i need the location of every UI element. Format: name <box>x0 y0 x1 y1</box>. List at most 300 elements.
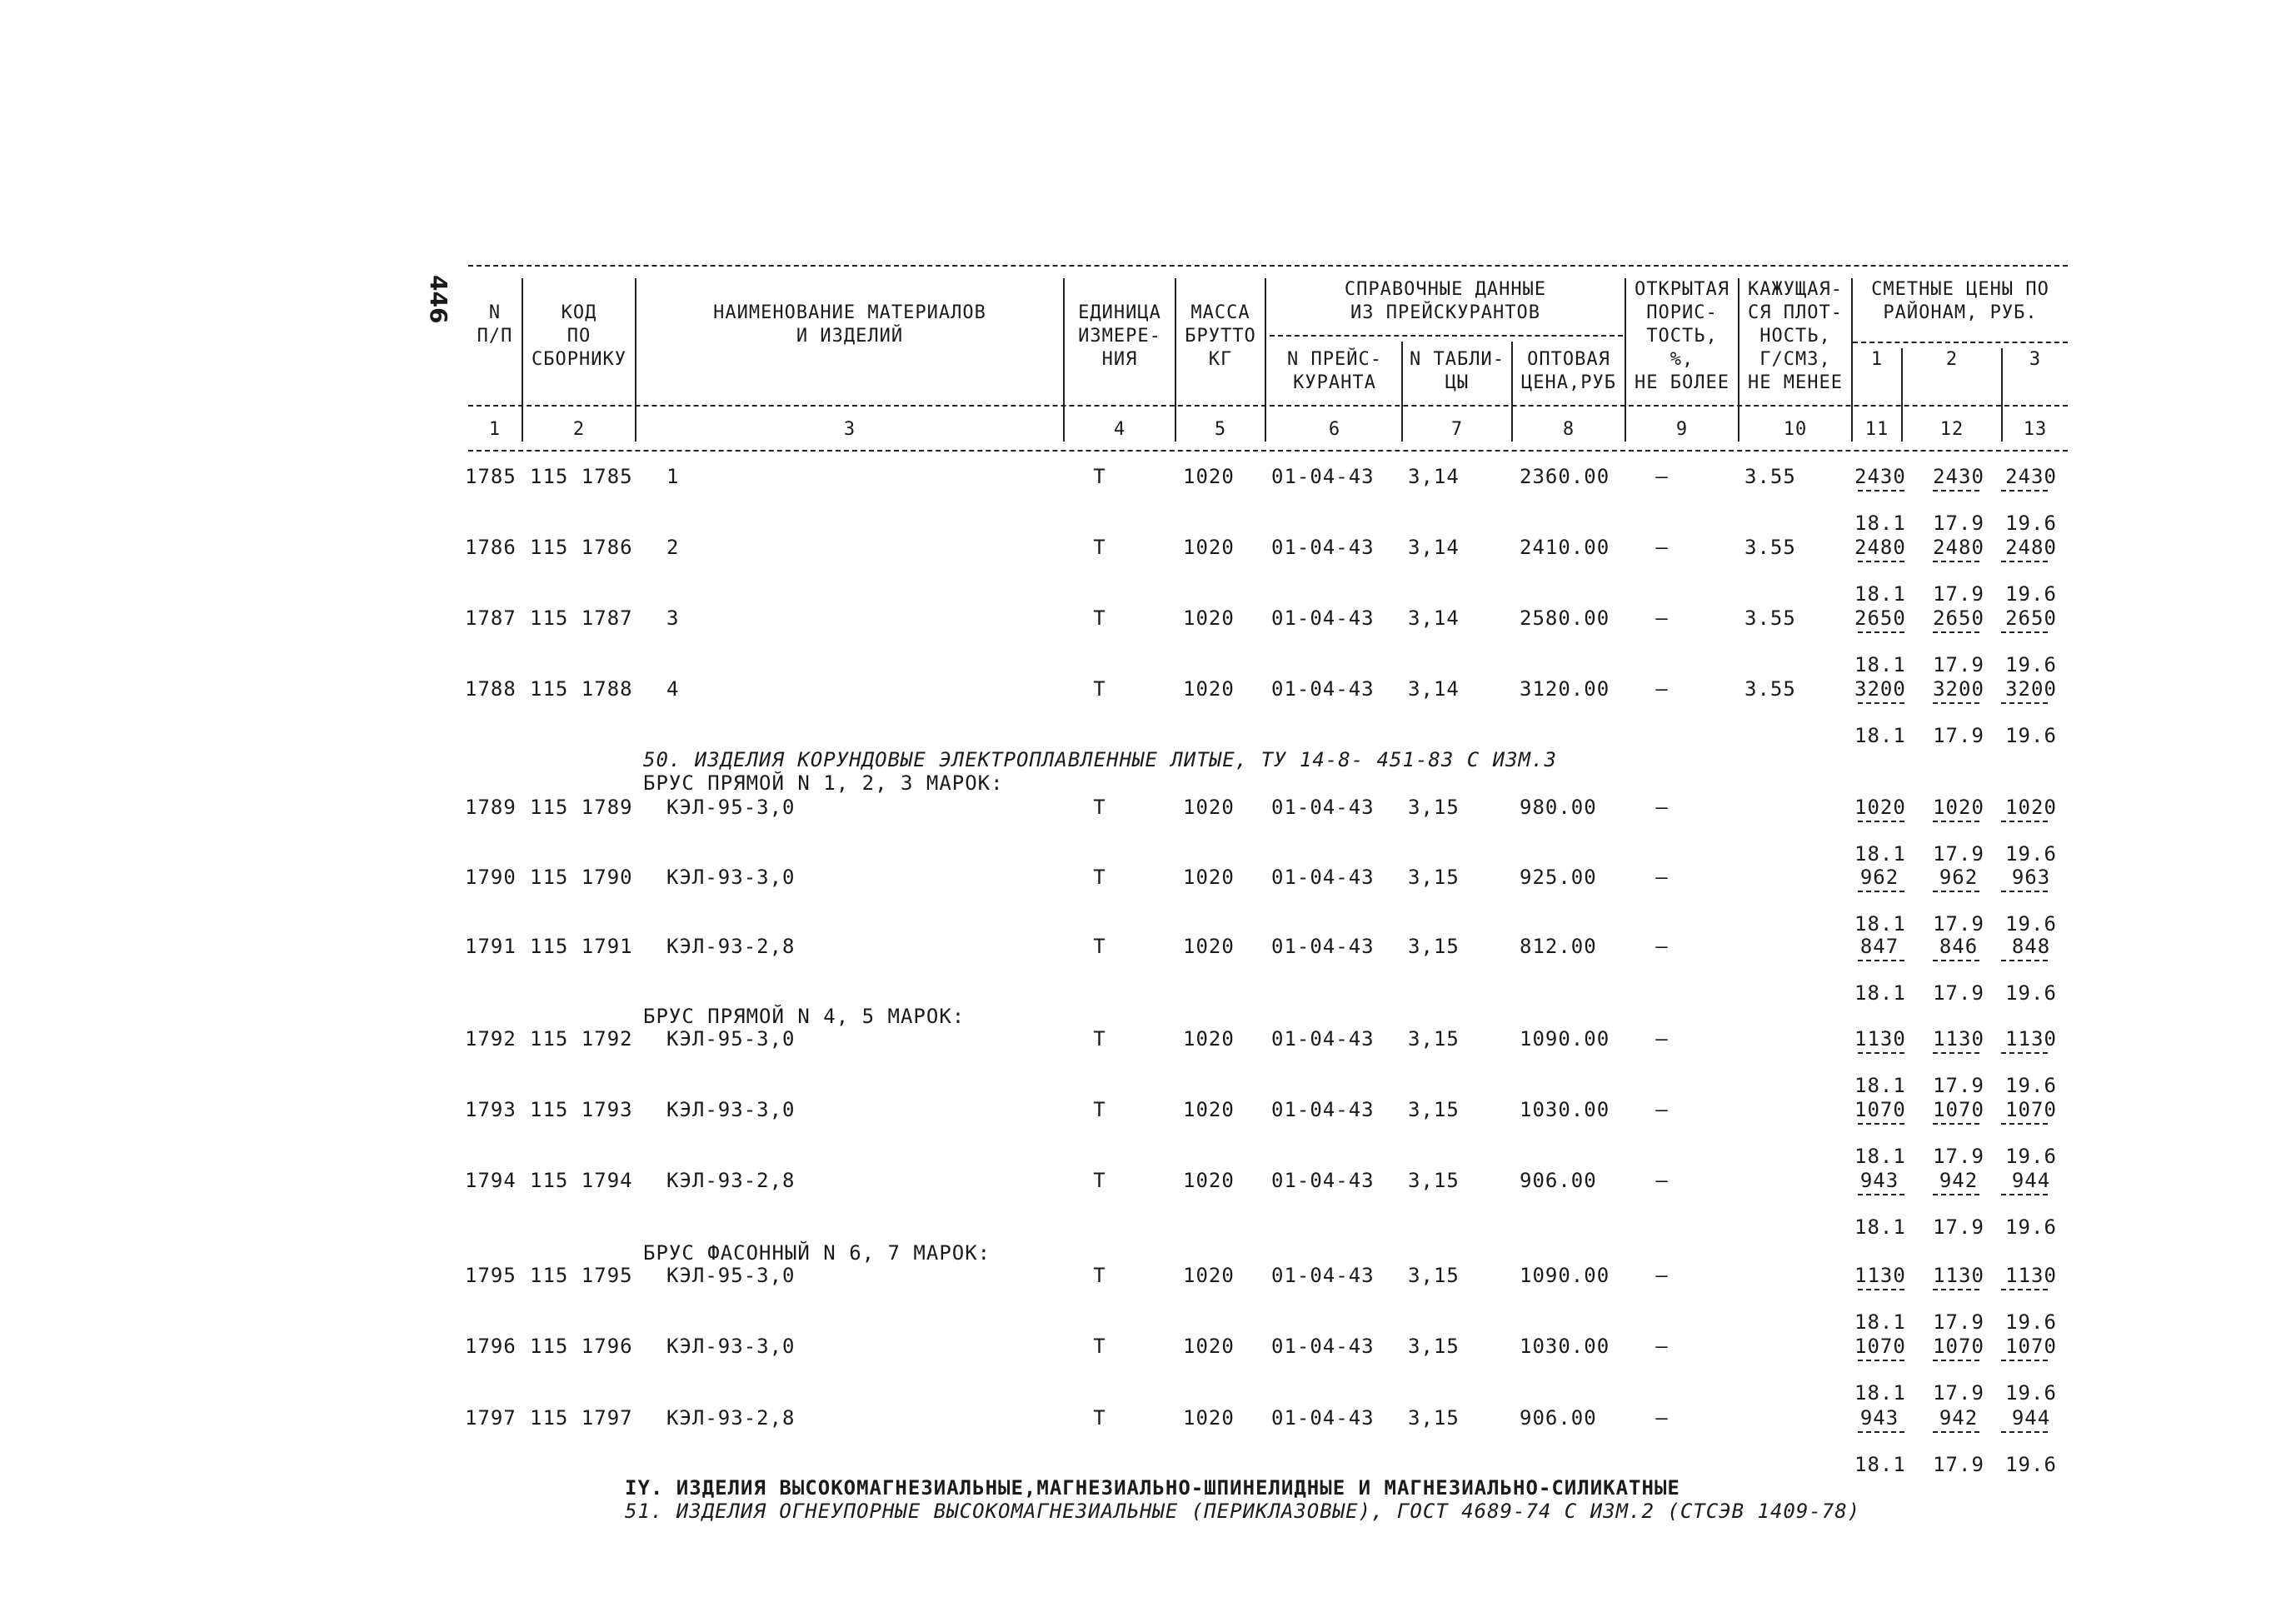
hdr-unit-1: ЕДИНИЦА <box>1078 302 1161 323</box>
cell-price-region-1: 847 <box>1859 935 1899 958</box>
fraction-line <box>2001 1289 2048 1290</box>
cell-name: 1 <box>666 465 680 488</box>
fraction-line <box>1933 891 1979 892</box>
cell-coef-region-3: 19.6 <box>2005 1381 2057 1405</box>
cell-mass: 1020 <box>1183 935 1235 958</box>
fraction-line <box>1933 702 1979 704</box>
fraction-line <box>2001 1123 2048 1125</box>
cell-code: 115 1794 <box>530 1169 633 1192</box>
fraction-line <box>2001 1360 2048 1361</box>
price-group-rule <box>1853 342 2068 343</box>
cell-price-region-3: 1130 <box>2005 1264 2057 1287</box>
cell-mass: 1020 <box>1183 465 1235 488</box>
fraction-line <box>2001 702 2048 704</box>
hdr-por-1: ОТКРЫТАЯ <box>1635 279 1729 300</box>
fraction-line <box>1933 631 1979 633</box>
cell-coef-region-2: 17.9 <box>1933 842 1984 866</box>
cell-unit: Т <box>1093 465 1106 488</box>
cell-price-region-1: 1130 <box>1854 1027 1906 1051</box>
fraction-line <box>2001 891 2048 892</box>
fraction-line <box>1858 821 1904 822</box>
fraction-line <box>1858 1123 1904 1125</box>
cell-price-region-2: 942 <box>1939 1406 1979 1430</box>
cell-number: 1795 <box>465 1264 517 1287</box>
cell-mass: 1020 <box>1183 1335 1235 1358</box>
cell-pricelist: 01-04-43 <box>1271 1027 1375 1051</box>
cell-coef-region-2: 17.9 <box>1933 1074 1984 1097</box>
cell-pricelist: 01-04-43 <box>1271 935 1375 958</box>
col-number: 10 <box>1783 419 1808 440</box>
col-number: 3 <box>843 419 856 440</box>
cell-coef-region-2: 17.9 <box>1933 1215 1984 1239</box>
hdr-por-5: НЕ БОЛЕЕ <box>1635 372 1729 393</box>
cell-pricelist: 01-04-43 <box>1271 465 1375 488</box>
col-number: 9 <box>1675 419 1689 440</box>
cell-price-region-3: 2650 <box>2005 606 2057 630</box>
col-number: 6 <box>1328 419 1341 440</box>
cell-price-region-1: 1070 <box>1854 1098 1906 1121</box>
hdr-price-1: ОПТОВАЯ <box>1527 349 1610 370</box>
cell-pricelist: 01-04-43 <box>1271 1406 1375 1430</box>
col-number: 4 <box>1113 419 1126 440</box>
cell-coef-region-3: 19.6 <box>2005 1215 2057 1239</box>
cell-unit: Т <box>1093 796 1106 819</box>
cell-porosity: – <box>1655 935 1669 958</box>
cell-table: 3,14 <box>1408 606 1460 630</box>
cell-coef-region-1: 18.1 <box>1854 582 1906 606</box>
fraction-line <box>1933 1289 1979 1290</box>
hdr-mass-3: КГ <box>1208 349 1233 370</box>
hdr-name-2: И ИЗДЕЛИЙ <box>796 326 904 347</box>
cell-price-region-1: 962 <box>1859 866 1899 889</box>
cell-mass: 1020 <box>1183 866 1235 889</box>
cell-coef-region-1: 18.1 <box>1854 842 1906 866</box>
cell-table: 3,15 <box>1408 1098 1460 1121</box>
col-number: 12 <box>1939 419 1964 440</box>
cell-table: 3,15 <box>1408 1406 1460 1430</box>
fraction-line <box>1933 821 1979 822</box>
cell-number: 1793 <box>465 1098 517 1121</box>
cell-mass: 1020 <box>1183 1027 1235 1051</box>
col-number: 7 <box>1450 419 1464 440</box>
hdr-mass-2: БРУТТО <box>1185 326 1256 347</box>
cell-code: 115 1785 <box>530 465 633 488</box>
cell-code: 115 1788 <box>530 677 633 701</box>
cell-porosity: – <box>1655 1098 1669 1121</box>
cell-price-region-3: 2480 <box>2005 536 2057 559</box>
cell-code: 115 1787 <box>530 606 633 630</box>
cell-pricelist: 01-04-43 <box>1271 1264 1375 1287</box>
cell-wholesale-price: 925.00 <box>1520 866 1597 889</box>
fraction-line <box>1933 1194 1979 1195</box>
hdr-price-2: ЦЕНА,РУБ <box>1521 372 1616 393</box>
cell-wholesale-price: 2580.00 <box>1520 606 1610 630</box>
fraction-line <box>1933 561 1979 562</box>
section-heading-51: 51. ИЗДЕЛИЯ ОГНЕУПОРНЫЕ ВЫСОКОМАГНЕЗИАЛЬНЫЕ (ПЕРИКЛАЗОВЫЕ), ГОСТ 4689-74 С ИЗМ.2 (СТСЭВ 1409-78) <box>625 1500 1861 1523</box>
cell-porosity: – <box>1655 866 1669 889</box>
cell-table: 3,14 <box>1408 536 1460 559</box>
cell-mass: 1020 <box>1183 1098 1235 1121</box>
cell-wholesale-price: 2410.00 <box>1520 536 1610 559</box>
cell-coef-region-1: 18.1 <box>1854 1381 1906 1405</box>
cell-price-region-2: 3200 <box>1933 677 1984 701</box>
hdr-code-1: КОД <box>561 302 597 323</box>
fraction-line <box>2001 561 2048 562</box>
cell-table: 3,15 <box>1408 1169 1460 1192</box>
cell-coef-region-2: 17.9 <box>1933 512 1984 535</box>
cell-porosity: – <box>1655 1027 1669 1051</box>
cell-mass: 1020 <box>1183 536 1235 559</box>
cell-price-region-1: 2430 <box>1854 465 1906 488</box>
subsection-heading: БРУС ПРЯМОЙ N 4, 5 МАРОК: <box>643 1005 966 1028</box>
cell-unit: Т <box>1093 1169 1106 1192</box>
cell-name: 3 <box>666 606 680 630</box>
cell-number: 1796 <box>465 1335 517 1358</box>
cell-wholesale-price: 980.00 <box>1520 796 1597 819</box>
cell-price-region-3: 944 <box>2011 1406 2051 1430</box>
cell-price-region-2: 962 <box>1939 866 1979 889</box>
cell-price-region-2: 846 <box>1939 935 1979 958</box>
fraction-line <box>1933 1123 1979 1125</box>
fraction-line <box>1933 1052 1979 1054</box>
cell-price-region-1: 1020 <box>1854 796 1906 819</box>
cell-code: 115 1795 <box>530 1264 633 1287</box>
fraction-line <box>1858 891 1904 892</box>
hdr-unit-3: НИЯ <box>1101 349 1138 370</box>
cell-price-region-1: 2480 <box>1854 536 1906 559</box>
cell-table: 3,15 <box>1408 796 1460 819</box>
col-number: 1 <box>488 419 502 440</box>
cell-wholesale-price: 906.00 <box>1520 1169 1597 1192</box>
cell-code: 115 1797 <box>530 1406 633 1430</box>
hdr-code-2: ПО <box>567 326 591 347</box>
col-number: 11 <box>1864 419 1889 440</box>
cell-price-region-1: 1130 <box>1854 1264 1906 1287</box>
cell-coef-region-3: 19.6 <box>2005 1310 2057 1334</box>
hdr-ref-2: ИЗ ПРЕЙСКУРАНТОВ <box>1350 302 1540 323</box>
fraction-line <box>1933 1360 1979 1361</box>
cell-mass: 1020 <box>1183 1264 1235 1287</box>
cell-number: 1785 <box>465 465 517 488</box>
hdr-dens-1: КАЖУЩАЯ- <box>1748 279 1843 300</box>
cell-coef-region-1: 18.1 <box>1854 512 1906 535</box>
cell-number: 1792 <box>465 1027 517 1051</box>
fraction-line <box>1858 631 1904 633</box>
cell-coef-region-2: 17.9 <box>1933 912 1984 936</box>
page-number: 446 <box>425 275 452 324</box>
cell-name: 4 <box>666 677 680 701</box>
cell-density: 3.55 <box>1744 606 1796 630</box>
header-sep <box>635 278 636 442</box>
cell-pricelist: 01-04-43 <box>1271 677 1375 701</box>
cell-price-region-3: 1070 <box>2005 1335 2057 1358</box>
cell-price-region-3: 1070 <box>2005 1098 2057 1121</box>
cell-price-region-3: 848 <box>2011 935 2051 958</box>
cell-price-region-3: 944 <box>2011 1169 2051 1192</box>
cell-unit: Т <box>1093 1406 1106 1430</box>
hdr-por-2: ПОРИС- <box>1646 302 1718 323</box>
cell-code: 115 1791 <box>530 935 633 958</box>
cell-name: КЭЛ-93-3,0 <box>666 1098 796 1121</box>
cell-unit: Т <box>1093 1027 1106 1051</box>
cell-pricelist: 01-04-43 <box>1271 606 1375 630</box>
cell-mass: 1020 <box>1183 606 1235 630</box>
cell-mass: 1020 <box>1183 1406 1235 1430</box>
cell-mass: 1020 <box>1183 677 1235 701</box>
cell-table: 3,15 <box>1408 1264 1460 1287</box>
hdr-por-3: ТОСТЬ, <box>1646 326 1718 347</box>
cell-pricelist: 01-04-43 <box>1271 796 1375 819</box>
cell-number: 1797 <box>465 1406 517 1430</box>
cell-table: 3,14 <box>1408 677 1460 701</box>
cell-porosity: – <box>1655 1335 1669 1358</box>
cell-name: КЭЛ-93-2,8 <box>666 1406 796 1430</box>
cell-coef-region-1: 18.1 <box>1854 724 1906 747</box>
cell-price-region-1: 1070 <box>1854 1335 1906 1358</box>
fraction-line <box>1933 1431 1979 1433</box>
hdr-dens-4: Г/СМ3, <box>1759 349 1831 370</box>
cell-price-region-2: 1070 <box>1933 1098 1984 1121</box>
cell-coef-region-3: 19.6 <box>2005 653 2057 676</box>
cell-price-region-2: 2650 <box>1933 606 1984 630</box>
col-number: 8 <box>1562 419 1575 440</box>
cell-porosity: – <box>1655 465 1669 488</box>
fraction-line <box>1858 1194 1904 1195</box>
cell-coef-region-3: 19.6 <box>2005 842 2057 866</box>
hdr-code-3: СБОРНИКУ <box>532 349 626 370</box>
fraction-line <box>1858 1289 1904 1290</box>
cell-price-region-3: 1130 <box>2005 1027 2057 1051</box>
cell-price-region-2: 942 <box>1939 1169 1979 1192</box>
cell-wholesale-price: 3120.00 <box>1520 677 1610 701</box>
fraction-line <box>1858 960 1904 961</box>
cell-unit: Т <box>1093 935 1106 958</box>
hdr-region-1: 1 <box>1870 349 1884 370</box>
cell-price-region-3: 1020 <box>2005 796 2057 819</box>
cell-coef-region-3: 19.6 <box>2005 582 2057 606</box>
hdr-por-4: %, <box>1670 349 1695 370</box>
cell-porosity: – <box>1655 677 1669 701</box>
cell-name: КЭЛ-93-3,0 <box>666 866 796 889</box>
cell-unit: Т <box>1093 1098 1106 1121</box>
cell-coef-region-2: 17.9 <box>1933 981 1984 1005</box>
cell-coef-region-3: 19.6 <box>2005 512 2057 535</box>
cell-unit: Т <box>1093 677 1106 701</box>
cell-unit: Т <box>1093 1264 1106 1287</box>
cell-name: КЭЛ-93-2,8 <box>666 1169 796 1192</box>
hdr-tab-2: ЦЫ <box>1445 372 1470 393</box>
hdr-prices-2: РАЙОНАМ, РУБ. <box>1883 302 2038 323</box>
cell-porosity: – <box>1655 1169 1669 1192</box>
hdr-name-1: НАИМЕНОВАНИЕ МАТЕРИАЛОВ <box>713 302 986 323</box>
fraction-line <box>2001 1052 2048 1054</box>
cell-coef-region-1: 18.1 <box>1854 912 1906 936</box>
cell-coef-region-1: 18.1 <box>1854 1145 1906 1168</box>
fraction-line <box>2001 960 2048 961</box>
hdr-dens-2: СЯ ПЛОТ- <box>1748 302 1843 323</box>
cell-price-region-2: 1020 <box>1933 796 1984 819</box>
cell-number: 1787 <box>465 606 517 630</box>
hdr-tab-1: N ТАБЛИ- <box>1410 349 1505 370</box>
cell-porosity: – <box>1655 1264 1669 1287</box>
cell-pricelist: 01-04-43 <box>1271 1335 1375 1358</box>
cell-code: 115 1786 <box>530 536 633 559</box>
cell-table: 3,15 <box>1408 935 1460 958</box>
cell-price-region-3: 963 <box>2011 866 2051 889</box>
cell-coef-region-2: 17.9 <box>1933 582 1984 606</box>
hdr-region-2: 2 <box>1945 349 1959 370</box>
cell-code: 115 1789 <box>530 796 633 819</box>
fraction-line <box>2001 490 2048 492</box>
cell-name: КЭЛ-95-3,0 <box>666 1027 796 1051</box>
fraction-line <box>2001 821 2048 822</box>
header-bottom-rule <box>468 450 2068 452</box>
fraction-line <box>1858 702 1904 704</box>
fraction-line <box>2001 1431 2048 1433</box>
cell-name: КЭЛ-93-3,0 <box>666 1335 796 1358</box>
cell-coef-region-3: 19.6 <box>2005 724 2057 747</box>
fraction-line <box>2001 1194 2048 1195</box>
header-sep <box>522 278 523 442</box>
hdr-unit-2: ИЗМЕРЕ- <box>1078 326 1161 347</box>
cell-coef-region-3: 19.6 <box>2005 912 2057 936</box>
cell-code: 115 1790 <box>530 866 633 889</box>
cell-number: 1788 <box>465 677 517 701</box>
cell-coef-region-3: 19.6 <box>2005 1453 2057 1476</box>
cell-table: 3,15 <box>1408 1335 1460 1358</box>
cell-coef-region-2: 17.9 <box>1933 653 1984 676</box>
cell-name: КЭЛ-95-3,0 <box>666 1264 796 1287</box>
cell-wholesale-price: 812.00 <box>1520 935 1597 958</box>
cell-code: 115 1793 <box>530 1098 633 1121</box>
cell-coef-region-1: 18.1 <box>1854 981 1906 1005</box>
hdr-dens-5: НЕ МЕНЕЕ <box>1748 372 1843 393</box>
fraction-line <box>2001 631 2048 633</box>
cell-coef-region-2: 17.9 <box>1933 1310 1984 1334</box>
cell-porosity: – <box>1655 1406 1669 1430</box>
cell-number: 1791 <box>465 935 517 958</box>
cell-price-region-1: 943 <box>1859 1406 1899 1430</box>
hdr-n-1: N <box>488 302 502 323</box>
cell-name: 2 <box>666 536 680 559</box>
cell-number: 1786 <box>465 536 517 559</box>
cell-wholesale-price: 1030.00 <box>1520 1098 1610 1121</box>
cell-code: 115 1792 <box>530 1027 633 1051</box>
cell-price-region-2: 2480 <box>1933 536 1984 559</box>
cell-name: КЭЛ-95-3,0 <box>666 796 796 819</box>
cell-number: 1790 <box>465 866 517 889</box>
cell-table: 3,15 <box>1408 866 1460 889</box>
cell-coef-region-1: 18.1 <box>1854 1453 1906 1476</box>
cell-price-region-3: 2430 <box>2005 465 2057 488</box>
cell-density: 3.55 <box>1744 677 1796 701</box>
cell-unit: Т <box>1093 1335 1106 1358</box>
fraction-line <box>1858 1052 1904 1054</box>
cell-price-region-2: 1130 <box>1933 1027 1984 1051</box>
fraction-line <box>1933 490 1979 492</box>
hdr-mass-1: МАССА <box>1190 302 1250 323</box>
cell-porosity: – <box>1655 796 1669 819</box>
cell-coef-region-3: 19.6 <box>2005 981 2057 1005</box>
part-heading-iv: IY. ИЗДЕЛИЯ ВЫСОКОМАГНЕЗИАЛЬНЫЕ,МАГНЕЗИАЛЬНО-ШПИНЕЛИДНЫЕ И МАГНЕЗИАЛЬНО-СИЛИКАТНЫЕ <box>625 1476 1680 1500</box>
cell-price-region-1: 943 <box>1859 1169 1899 1192</box>
fraction-line <box>1858 1360 1904 1361</box>
hdr-prk-2: КУРАНТА <box>1293 372 1376 393</box>
hdr-prk-1: N ПРЕЙС- <box>1287 349 1382 370</box>
cell-wholesale-price: 1090.00 <box>1520 1027 1610 1051</box>
cell-coef-region-3: 19.6 <box>2005 1074 2057 1097</box>
fraction-line <box>1858 561 1904 562</box>
cell-unit: Т <box>1093 606 1106 630</box>
cell-density: 3.55 <box>1744 465 1796 488</box>
cell-price-region-1: 2650 <box>1854 606 1906 630</box>
cell-unit: Т <box>1093 866 1106 889</box>
cell-pricelist: 01-04-43 <box>1271 1169 1375 1192</box>
cell-coef-region-2: 17.9 <box>1933 1381 1984 1405</box>
cell-coef-region-2: 17.9 <box>1933 1453 1984 1476</box>
cell-coef-region-3: 19.6 <box>2005 1145 2057 1168</box>
ref-group-rule <box>1270 335 1623 337</box>
section-heading-50: 50. ИЗДЕЛИЯ КОРУНДОВЫЕ ЭЛЕКТРОПЛАВЛЕННЫЕ ЛИТЫЕ, ТУ 14-8- 451-83 С ИЗМ.3 <box>643 748 1557 771</box>
cell-coef-region-1: 18.1 <box>1854 1074 1906 1097</box>
cell-price-region-3: 3200 <box>2005 677 2057 701</box>
cell-name: КЭЛ-93-2,8 <box>666 935 796 958</box>
subsection-heading: БРУС ПРЯМОЙ N 1, 2, 3 МАРОК: <box>643 771 1004 795</box>
col-number: 5 <box>1214 419 1227 440</box>
fraction-line <box>1933 960 1979 961</box>
cell-coef-region-1: 18.1 <box>1854 1215 1906 1239</box>
hdr-ref-1: СПРАВОЧНЫЕ ДАННЫЕ <box>1344 279 1547 300</box>
header-sep <box>1265 278 1266 442</box>
cell-coef-region-1: 18.1 <box>1854 653 1906 676</box>
header-mid-rule <box>468 405 2068 407</box>
cell-number: 1789 <box>465 796 517 819</box>
col-number: 2 <box>572 419 586 440</box>
hdr-region-3: 3 <box>2029 349 2042 370</box>
cell-coef-region-2: 17.9 <box>1933 1145 1984 1168</box>
cell-mass: 1020 <box>1183 796 1235 819</box>
cell-code: 115 1796 <box>530 1335 633 1358</box>
cell-coef-region-2: 17.9 <box>1933 724 1984 747</box>
cell-number: 1794 <box>465 1169 517 1192</box>
cell-wholesale-price: 1090.00 <box>1520 1264 1610 1287</box>
fraction-line <box>1858 490 1904 492</box>
cell-price-region-2: 1070 <box>1933 1335 1984 1358</box>
cell-table: 3,14 <box>1408 465 1460 488</box>
hdr-n-2: П/П <box>477 326 513 347</box>
cell-pricelist: 01-04-43 <box>1271 536 1375 559</box>
cell-price-region-2: 2430 <box>1933 465 1984 488</box>
cell-wholesale-price: 1030.00 <box>1520 1335 1610 1358</box>
subsection-heading: БРУС ФАСОННЫЙ N 6, 7 МАРОК: <box>643 1241 991 1265</box>
cell-wholesale-price: 906.00 <box>1520 1406 1597 1430</box>
cell-coef-region-1: 18.1 <box>1854 1310 1906 1334</box>
cell-porosity: – <box>1655 536 1669 559</box>
cell-price-region-2: 1130 <box>1933 1264 1984 1287</box>
fraction-line <box>1858 1431 1904 1433</box>
cell-pricelist: 01-04-43 <box>1271 1098 1375 1121</box>
cell-price-region-1: 3200 <box>1854 677 1906 701</box>
col-number: 13 <box>2023 419 2048 440</box>
cell-unit: Т <box>1093 536 1106 559</box>
cell-table: 3,15 <box>1408 1027 1460 1051</box>
cell-porosity: – <box>1655 606 1669 630</box>
cell-mass: 1020 <box>1183 1169 1235 1192</box>
cell-pricelist: 01-04-43 <box>1271 866 1375 889</box>
hdr-prices-1: СМЕТНЫЕ ЦЕНЫ ПО <box>1871 279 2049 300</box>
cell-density: 3.55 <box>1744 536 1796 559</box>
hdr-dens-3: НОСТЬ, <box>1759 326 1831 347</box>
